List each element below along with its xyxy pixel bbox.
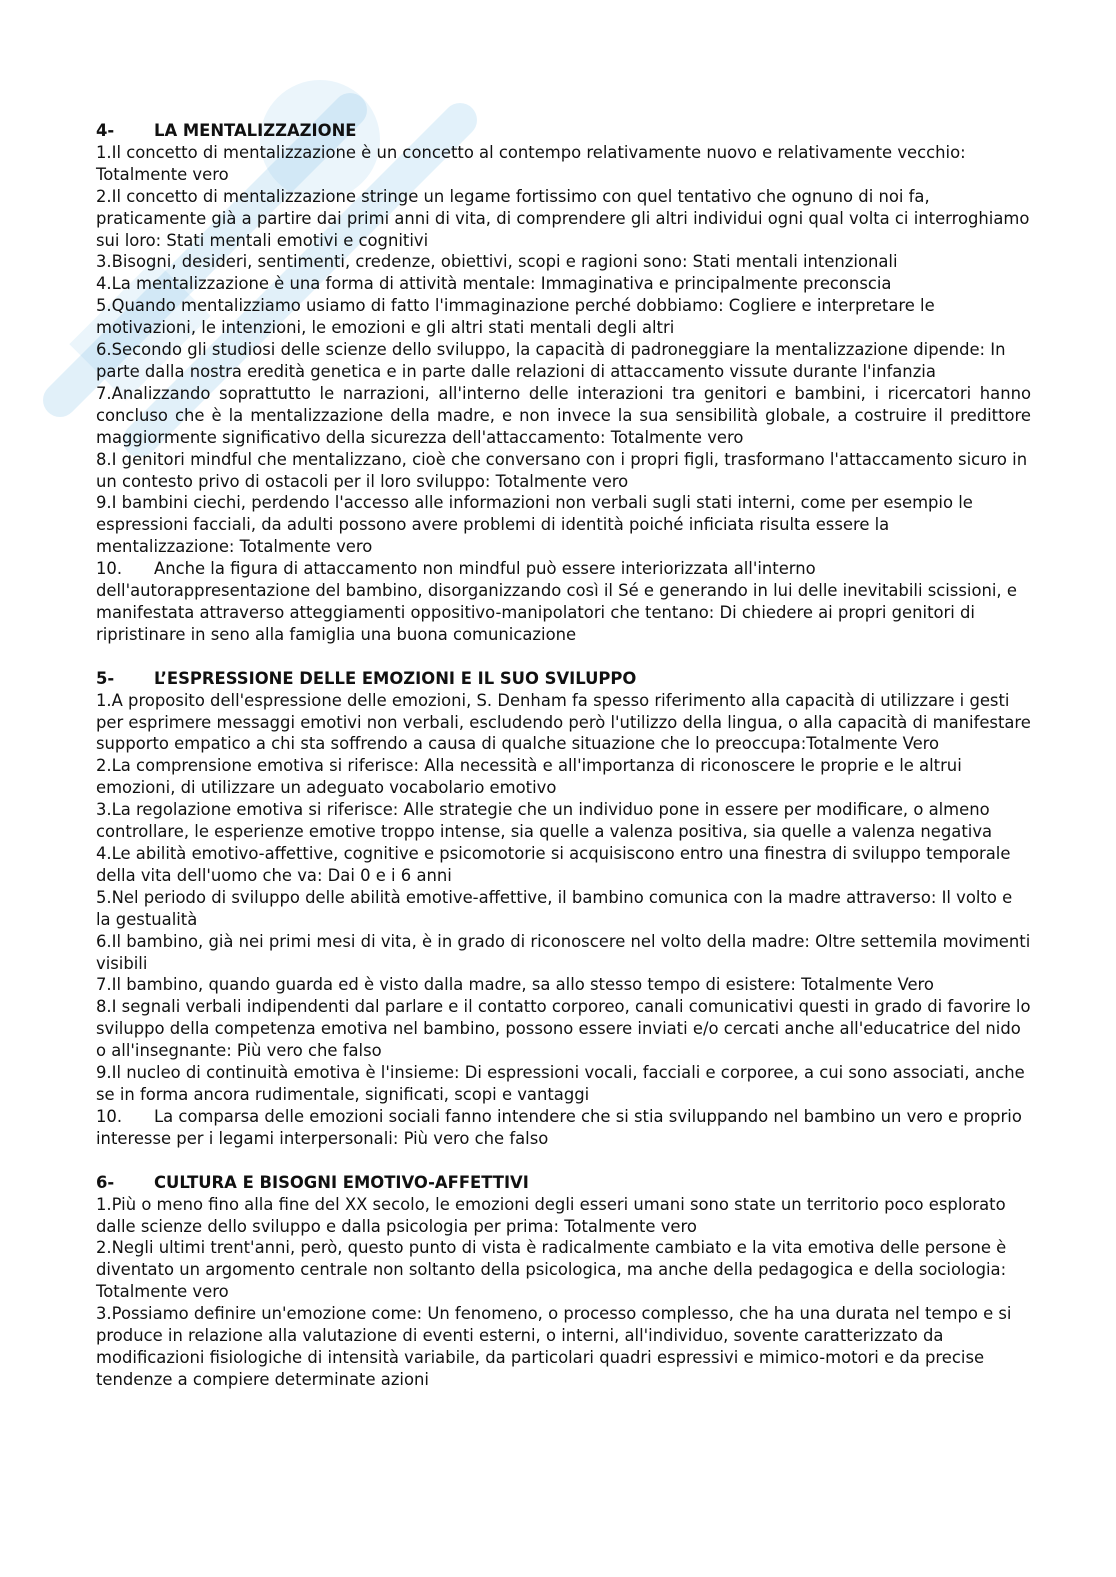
section-cultura-bisogni (96, 1172, 1031, 1391)
list-item: 1.Più o meno fino alla fine del XX secolo, le emozioni degli esseri umani sono state un territorio poco esplorato dalle scienze dello sviluppo e dalla psicologia per prima: Totalmente vero (96, 1194, 1006, 1236)
item-text: La comparsa delle emozioni sociali fanno intendere che si stia sviluppando nel bambino un vero e proprio interesse per i legami interpersonali: Più vero che falso (96, 1106, 1022, 1148)
list-item: 4.Le abilità emotivo-affettive, cognitive e psicomotorie si acquisiscono entro una finestra di sviluppo temporale della vita dell'uomo che va: Dai 0 e i 6 anni (96, 844, 1011, 885)
section-number: 5- (96, 668, 115, 688)
document-page (96, 120, 1031, 1391)
spacer (96, 646, 1031, 668)
list-item: 7.Analizzando soprattutto le narrazioni, all'interno delle interazioni tra genitori e bambini, i ricercatori hanno concluso che è la mentalizzazione della madre, e non invece la sua sensibilità globale, a costruire il predittore maggiormente significativo della sicurezza dell'attaccamento: Totalmente vero (96, 383, 1031, 447)
list-item (96, 558, 1031, 646)
spacer (96, 1150, 1031, 1172)
section-title (96, 668, 1031, 690)
item-number: 10. (96, 1106, 123, 1126)
list-item: 2.Il concetto di mentalizzazione stringe un legame fortissimo con quel tentativo che ognuno di noi fa, praticamente già a partire dai primi anni di vita, di comprendere gli altri individui ogni qual volta ci interroghiamo sui loro: Stati mentali emotivi e cognitivi (96, 186, 1030, 250)
list-item: 7.Il bambino, quando guarda ed è visto dalla madre, sa allo stesso tempo di esistere: Totalmente Vero (96, 975, 934, 995)
section-number: 4- (96, 121, 115, 140)
list-item: 1.A proposito dell'espressione delle emozioni, S. Denham fa spesso riferimento alla capacità di utilizzare i gesti per esprimere messaggi emotivi non verbali, escludendo però l'utilizzo della lingua, o alla capacità di manifestare supporto empatico a chi sta soffrendo a causa di qualche situazione che lo preoccupa:Totalmente Vero (96, 690, 1031, 754)
list-item: 2.Negli ultimi trent'anni, però, questo punto di vista è radicalmente cambiato e la vita emotiva delle persone è diventato un argomento centrale non soltanto della psicologica, ma anche della pedagogica e della sociologia: Totalmente vero (96, 1238, 1007, 1302)
list-item: 9.I bambini ciechi, perdendo l'accesso alle informazioni non verbali sugli stati interni, come per esempio le espressioni facciali, da adulti possono avere problemi di identità poiché inficiata risulta essere la mentalizzazione: Totalmente vero (96, 493, 973, 557)
list-item: 8.I segnali verbali indipendenti dal parlare e il contatto corporeo, canali comunicativi questi in grado di favorire lo sviluppo della competenza emotiva nel bambino, possono essere inviati e/o cercati anche all'educatrice del nido o all'insegnante: Più vero che falso (96, 997, 1031, 1061)
list-item: 8.I genitori mindful che mentalizzano, cioè che conversano con i propri figli, trasformano l'attaccamento sicuro in un contesto privo di ostacoli per il loro sviluppo: Totalmente vero (96, 449, 1028, 491)
item-number: 10. (96, 559, 123, 579)
section-espressione-emozioni (96, 668, 1031, 1150)
list-item: 9.Il nucleo di continuità emotiva è l'insieme: Di espressioni vocali, facciali e corporee, a cui sono associati, anche se in forma ancora rudimentale, significati, scopi e vantaggi (96, 1063, 1025, 1104)
section-title (96, 1172, 1031, 1194)
list-item: 4.La mentalizzazione è una forma di attività mentale: Immaginativa e principalmente preconscia (96, 274, 892, 294)
list-item: 6.Secondo gli studiosi delle scienze dello sviluppo, la capacità di padroneggiare la mentalizzazione dipende: In parte dalla nostra eredità genetica e in parte dalle relazioni di attaccamento vissute durante l'infanzia (96, 340, 1006, 381)
list-item: 3.Possiamo definire un'emozione come: Un fenomeno, o processo complesso, che ha una durata nel tempo e si produce in relazione alla valutazione di eventi esterni, o interni, all'individuo, sovente caratterizzato da modificazioni fisiologiche di intensità variabile, da particolari quadri espressivi e mimico-motori e da precise tendenze a compiere determinate azioni (96, 1304, 1012, 1389)
list-item: 5.Quando mentalizziamo usiamo di fatto l'immaginazione perché dobbiamo: Cogliere e interpretare le motivazioni, le intenzioni, le emozioni e gli altri stati mentali degli altri (96, 296, 935, 338)
item-text: Anche la figura di attaccamento non mindful può essere interiorizzata all'interno dell'autorappresentazione del bambino, disorganizzando così il Sé e generando in lui delle inevitabili scissioni, e manifestata attraverso atteggiamenti oppositivo-manipolatori che tentano: Di chiedere ai propri genitori di ripristinare in seno alla famiglia una buona comunicazione (96, 559, 1017, 644)
section-heading: CULTURA E BISOGNI EMOTIVO-AFFETTIVI (154, 1172, 529, 1192)
list-item: 6.Il bambino, già nei primi mesi di vita, è in grado di riconoscere nel volto della madre: Oltre settemila movimenti visibili (96, 931, 1031, 973)
section-mentalizzazione (96, 120, 1031, 646)
list-item (96, 1106, 1031, 1150)
section-heading: LA MENTALIZZAZIONE (154, 121, 357, 140)
list-item: 1.Il concetto di mentalizzazione è un concetto al contempo relativamente nuovo e relativamente vecchio: Totalmente vero (96, 142, 966, 184)
list-item: 3.Bisogni, desideri, sentimenti, credenze, obiettivi, scopi e ragioni sono: Stati mentali intenzionali (96, 252, 898, 272)
list-item: 5.Nel periodo di sviluppo delle abilità emotive-affettive, il bambino comunica con la madre attraverso: Il volto e la gestualità (96, 887, 1013, 929)
section-title (96, 120, 1031, 142)
section-number: 6- (96, 1172, 115, 1192)
list-item: 3.La regolazione emotiva si riferisce: Alle strategie che un individuo pone in essere per modificare, o almeno controllare, le esperienze emotive troppo intense, sia quelle a valenza positiva, sia quelle a valenza negativa (96, 800, 993, 842)
section-heading: L’ESPRESSIONE DELLE EMOZIONI E IL SUO SVILUPPO (154, 668, 637, 688)
list-item: 2.La comprensione emotiva si riferisce: Alla necessità e all'importanza di riconoscere le proprie e le altrui emozioni, di utilizzare un adeguato vocabolario emotivo (96, 756, 962, 798)
